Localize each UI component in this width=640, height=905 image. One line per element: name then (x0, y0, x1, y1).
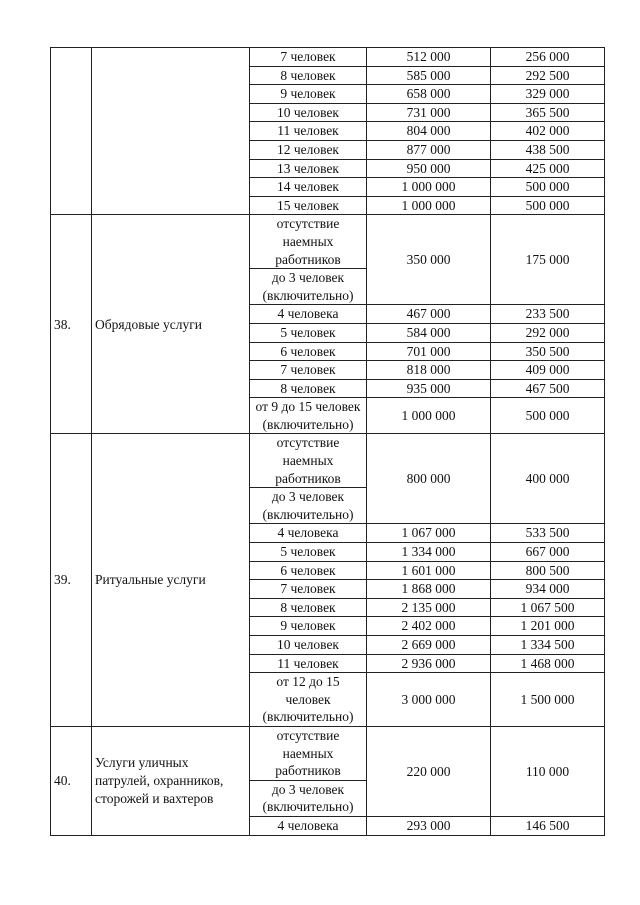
amount-half-cell: 934 000 (491, 580, 605, 599)
amount-half-cell: 500 000 (491, 178, 605, 197)
employee-count-cell: 8 человек (250, 379, 367, 398)
amount-half-cell: 500 000 (491, 196, 605, 215)
employee-count-cell: отсутствие наемных работников (250, 726, 367, 780)
service-name: Услуги уличных патрулей, охранников, сторожей и вахтеров (92, 726, 250, 835)
amount-half-cell: 409 000 (491, 361, 605, 380)
amount-half-cell: 1 468 000 (491, 654, 605, 673)
employee-count-cell: 6 человек (250, 342, 367, 361)
table-row (51, 726, 605, 780)
employee-count-cell: 4 человека (250, 816, 367, 835)
employee-count-cell: 13 человек (250, 159, 367, 178)
amount-cell: 877 000 (367, 140, 491, 159)
employee-count-cell: 12 человек (250, 140, 367, 159)
amount-cell: 3 000 000 (367, 673, 491, 727)
amount-cell: 800 000 (367, 434, 491, 524)
amount-half-cell: 400 000 (491, 434, 605, 524)
amount-cell: 2 135 000 (367, 598, 491, 617)
section-number: 40. (51, 726, 92, 835)
amount-cell: 1 000 000 (367, 398, 491, 434)
table-row (51, 215, 605, 269)
amount-half-cell: 1 334 500 (491, 636, 605, 655)
tariff-table (50, 47, 605, 836)
service-name: Ритуальные услуги (92, 434, 250, 727)
amount-half-cell: 110 000 (491, 726, 605, 816)
amount-half-cell: 425 000 (491, 159, 605, 178)
amount-cell: 701 000 (367, 342, 491, 361)
amount-cell: 467 000 (367, 305, 491, 324)
employee-count-cell: до 3 человек (включительно) (250, 269, 367, 305)
amount-cell: 584 000 (367, 323, 491, 342)
employee-count-cell: 5 человек (250, 323, 367, 342)
amount-cell: 585 000 (367, 66, 491, 85)
amount-half-cell: 292 000 (491, 323, 605, 342)
table-row (51, 48, 605, 67)
amount-cell: 950 000 (367, 159, 491, 178)
amount-cell: 818 000 (367, 361, 491, 380)
employee-count-cell: до 3 человек (включительно) (250, 780, 367, 816)
employee-count-cell: 8 человек (250, 598, 367, 617)
amount-half-cell: 256 000 (491, 48, 605, 67)
employee-count-cell: 10 человек (250, 636, 367, 655)
amount-cell: 220 000 (367, 726, 491, 816)
employee-count-cell: 9 человек (250, 617, 367, 636)
employee-count-cell: 4 человека (250, 305, 367, 324)
amount-half-cell: 533 500 (491, 524, 605, 543)
employee-count-cell: 10 человек (250, 103, 367, 122)
section-number: 39. (51, 434, 92, 727)
amount-cell: 350 000 (367, 215, 491, 305)
amount-half-cell: 800 500 (491, 561, 605, 580)
amount-cell: 1 601 000 (367, 561, 491, 580)
amount-half-cell: 329 000 (491, 85, 605, 104)
amount-cell: 2 669 000 (367, 636, 491, 655)
amount-half-cell: 292 500 (491, 66, 605, 85)
employee-count-cell: 15 человек (250, 196, 367, 215)
amount-half-cell: 175 000 (491, 215, 605, 305)
amount-half-cell: 667 000 (491, 543, 605, 562)
employee-count-cell: 8 человек (250, 66, 367, 85)
amount-cell: 1 000 000 (367, 196, 491, 215)
employee-count-cell: 7 человек (250, 48, 367, 67)
employee-count-cell: 6 человек (250, 561, 367, 580)
employee-count-cell: до 3 человек (включительно) (250, 488, 367, 524)
amount-half-cell: 365 500 (491, 103, 605, 122)
amount-cell: 658 000 (367, 85, 491, 104)
amount-cell: 512 000 (367, 48, 491, 67)
amount-cell: 1 334 000 (367, 543, 491, 562)
amount-half-cell: 350 500 (491, 342, 605, 361)
amount-cell: 1 067 000 (367, 524, 491, 543)
table-row (51, 434, 605, 488)
employee-count-cell: от 12 до 15 человек (включительно) (250, 673, 367, 727)
employee-count-cell: отсутствие наемных работников (250, 434, 367, 488)
amount-cell: 1 868 000 (367, 580, 491, 599)
amount-half-cell: 1 201 000 (491, 617, 605, 636)
amount-half-cell: 438 500 (491, 140, 605, 159)
amount-half-cell: 467 500 (491, 379, 605, 398)
employee-count-cell: 14 человек (250, 178, 367, 197)
section-number: 38. (51, 215, 92, 434)
amount-cell: 1 000 000 (367, 178, 491, 197)
amount-half-cell: 1 067 500 (491, 598, 605, 617)
amount-half-cell: 402 000 (491, 122, 605, 141)
employee-count-cell: 7 человек (250, 361, 367, 380)
section-number (51, 48, 92, 215)
employee-count-cell: 11 человек (250, 122, 367, 141)
service-name (92, 48, 250, 215)
employee-count-cell: 11 человек (250, 654, 367, 673)
employee-count-cell: 9 человек (250, 85, 367, 104)
employee-count-cell: 7 человек (250, 580, 367, 599)
amount-cell: 2 402 000 (367, 617, 491, 636)
amount-half-cell: 146 500 (491, 816, 605, 835)
amount-cell: 2 936 000 (367, 654, 491, 673)
amount-half-cell: 500 000 (491, 398, 605, 434)
amount-cell: 935 000 (367, 379, 491, 398)
employee-count-cell: 5 человек (250, 543, 367, 562)
employee-count-cell: 4 человека (250, 524, 367, 543)
amount-cell: 804 000 (367, 122, 491, 141)
employee-count-cell: от 9 до 15 человек (включительно) (250, 398, 367, 434)
employee-count-cell: отсутствие наемных работников (250, 215, 367, 269)
amount-cell: 731 000 (367, 103, 491, 122)
service-name: Обрядовые услуги (92, 215, 250, 434)
tariff-table-body (51, 48, 605, 836)
amount-half-cell: 233 500 (491, 305, 605, 324)
amount-half-cell: 1 500 000 (491, 673, 605, 727)
amount-cell: 293 000 (367, 816, 491, 835)
